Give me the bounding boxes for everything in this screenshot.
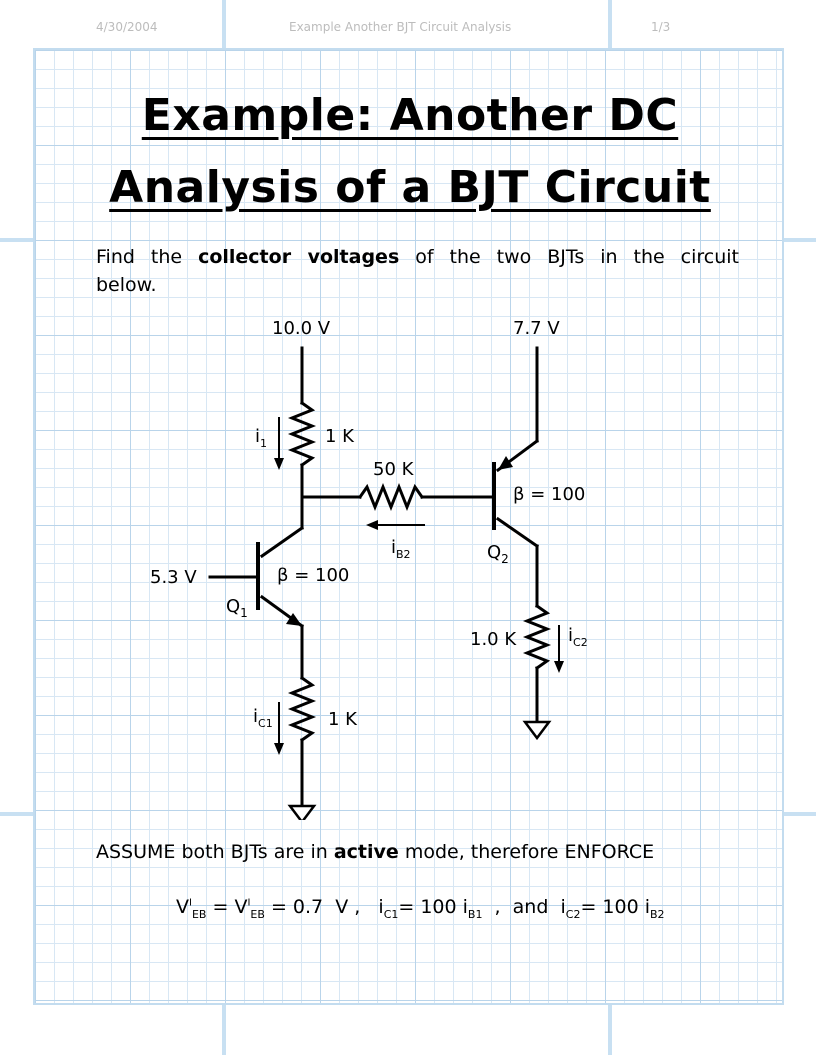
eq-part: = 100 i	[398, 896, 468, 918]
eq-part: = 100 i	[580, 896, 651, 918]
page-title	[60, 80, 760, 224]
assume-suffix: mode, therefore ENFORCE	[398, 841, 655, 863]
header-page-number: 1/3	[651, 20, 671, 34]
resistor-bottom-left	[292, 678, 312, 740]
header-doc-title: Example Another BJT Circuit Analysis	[289, 20, 512, 34]
grid-accent-line	[608, 0, 612, 48]
label-q1: $Q_1$	[226, 596, 248, 620]
label-ic2: $i_{C2}$	[568, 625, 588, 649]
enforced-equations	[176, 896, 776, 921]
label-beta-q1: β = 100	[277, 565, 350, 586]
label-r-top-left: 1 K	[325, 426, 354, 447]
eq-part: i	[560, 896, 566, 918]
title-line-1: Example: Another DC	[141, 90, 679, 141]
resistor-bridge	[360, 487, 422, 507]
grid-accent-line	[222, 0, 226, 48]
label-i1: $i_1$	[255, 426, 268, 450]
label-beta-q2: β = 100	[513, 484, 586, 505]
eq-sub: B2	[650, 908, 665, 921]
assumption-statement	[96, 838, 796, 866]
resistor-right	[527, 606, 547, 668]
grid-accent-line	[0, 238, 33, 242]
intro-bold: collector voltages	[198, 246, 400, 268]
assume-bold: active	[333, 841, 399, 863]
eq-part: V	[234, 896, 248, 918]
bjt-circuit-diagram	[0, 300, 816, 820]
title-line-2: Analysis of a BJT Circuit	[109, 162, 711, 213]
arrowhead-i1	[274, 458, 284, 470]
eq-sub: B1	[467, 908, 483, 921]
label-ib2: $i_{B2}$	[391, 537, 411, 561]
intro-prefix: Find the	[96, 246, 199, 268]
eq-part: V	[176, 896, 189, 918]
eq-sup: I	[247, 897, 251, 909]
grid-accent-line	[784, 238, 816, 242]
label-r-right: 1.0 K	[470, 629, 517, 650]
label-r-bridge: 50 K	[373, 459, 414, 480]
eq-part: , and	[482, 896, 561, 918]
eq-part: i	[378, 896, 384, 918]
eq-sub: EB	[191, 908, 207, 921]
q2-emitter-arrowhead	[498, 456, 513, 470]
label-ic1: $i_{C1}$	[253, 706, 273, 730]
page-header	[0, 0, 816, 40]
intro-suffix: of the two BJTs in the circuit below.	[96, 246, 739, 296]
ground-symbol-left	[290, 806, 314, 820]
q2-collector-lead	[498, 519, 537, 546]
arrowhead-ic1	[274, 743, 284, 755]
eq-part: = 0.7 V ,	[264, 896, 379, 918]
arrowhead-ib2	[366, 520, 378, 530]
eq-part: =	[206, 896, 235, 918]
grid-accent-line	[222, 1005, 226, 1055]
arrowhead-ic2	[554, 661, 564, 673]
label-base-voltage-q1: 5.3 V	[150, 567, 197, 588]
label-supply-left: 10.0 V	[272, 318, 331, 339]
eq-sub: EB	[250, 908, 265, 921]
header-date: 4/30/2004	[96, 20, 158, 34]
assume-prefix: ASSUME both BJTs are in	[96, 841, 334, 863]
ground-symbol-right	[525, 722, 549, 738]
q1-collector-lead	[262, 528, 302, 556]
resistor-top-left	[292, 403, 312, 465]
eq-sub: C2	[565, 908, 581, 921]
intro-paragraph	[96, 243, 739, 299]
grid-accent-line	[608, 1005, 612, 1055]
label-supply-right: 7.7 V	[513, 318, 560, 339]
eq-sub: C1	[383, 908, 399, 921]
eq-sup: I	[189, 897, 192, 909]
label-q2: $Q_2$	[487, 542, 509, 566]
label-r-bottom-left: 1 K	[328, 709, 357, 730]
